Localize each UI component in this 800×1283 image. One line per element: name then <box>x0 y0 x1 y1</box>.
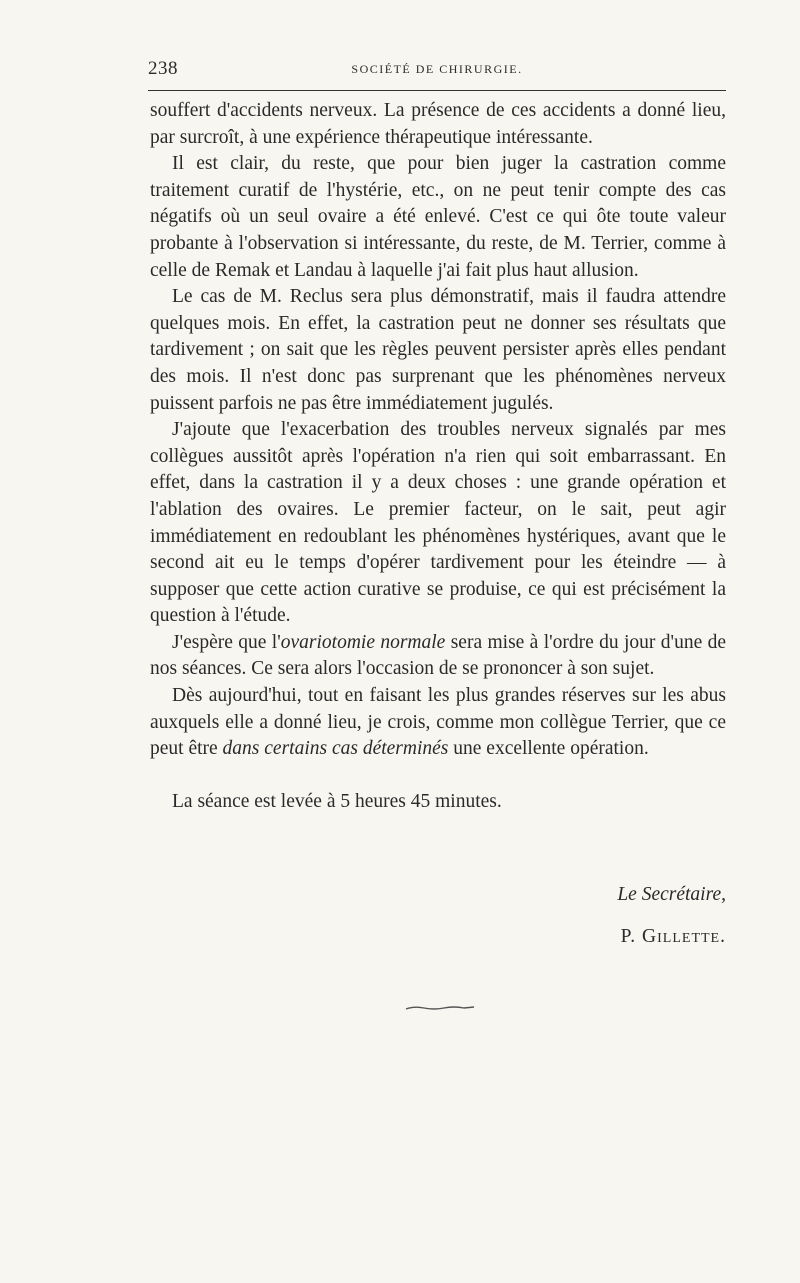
paragraph <box>150 630 726 683</box>
signature-block <box>617 882 726 950</box>
paragraph <box>150 284 726 417</box>
text-segment: Il est clair, du reste, que pour bien juger la castration comme traitement curatif de l'hystérie, etc., on ne peut tenir compte des cas négatifs où un seul ovaire a été enlevé. C'est ce qui ôte toute valeur probante à l'observation si intéressante, du reste, de M. Terrier, comme à celle de Remak et Landau à laquelle j'ai fait plus haut allusion. <box>150 153 726 281</box>
signature-name: P. Gillette. <box>620 926 726 947</box>
signature-role: Le Secrétaire, <box>617 884 726 905</box>
paragraph <box>150 98 726 151</box>
text-segment: sera mise à l'ordre du jour d'une de nos séances. Ce sera alors l'occasion de se prononcer à son sujet. <box>150 631 726 680</box>
body-text <box>150 98 726 815</box>
italic-text: ovariotomie normale <box>280 631 446 653</box>
page-header <box>148 58 726 86</box>
paragraph <box>150 417 726 630</box>
text-segment: Le cas de M. Reclus sera plus démonstratif, mais il faudra attendre quelques mois. En effet, la castration peut ne donner ses résultats que tardivement ; on sait que les règles peuvent persister après elles pendant des mois. Il n'est donc pas surprenant que les phénomènes nerveux puissent parfois ne pas être immédiatement jugulés. <box>150 286 726 414</box>
paragraph <box>150 151 726 284</box>
text-segment: souffert d'accidents nerveux. La présence de ces accidents a donné lieu, par surcroît, à une expérience thérapeutique intéressante. <box>150 100 726 148</box>
text-segment: une excellente opération. <box>448 738 649 760</box>
text-segment: J'ajoute que l'exacerbation des troubles nerveux signalés par mes collègues aussitôt après l'opération n'a rien qui soit embarrassant. En effet, dans la castration il y a deux choses : une grande opération et l'ablation des ovaires. Le premier facteur, on le sait, peut agir immédiatement en redoublant les phénomènes hystériques, avant que le second ait eu le temps d'opérer tardivement pour les éteindre — à supposer que cette action curative se produise, ce qui est précisément la question à l'étude. <box>150 419 726 627</box>
text-segment: Dès aujourd'hui, tout en faisant les plus grandes réserves sur les abus auxquels elle a donné lieu, je crois, comme mon collègue Terrier, que ce peut être <box>150 685 726 760</box>
italic-text: dans certains cas déterminés <box>222 738 449 760</box>
closing-line: La séance est levée à 5 heures 45 minutes. <box>172 790 502 812</box>
end-ornament <box>404 1004 476 1012</box>
page-number: 238 <box>148 58 178 79</box>
running-title: SOCIÉTÉ DE CHIRURGIE. <box>351 62 523 76</box>
text-segment: J'espère que l' <box>172 631 281 653</box>
header-rule <box>148 90 726 91</box>
paragraph <box>150 683 726 763</box>
